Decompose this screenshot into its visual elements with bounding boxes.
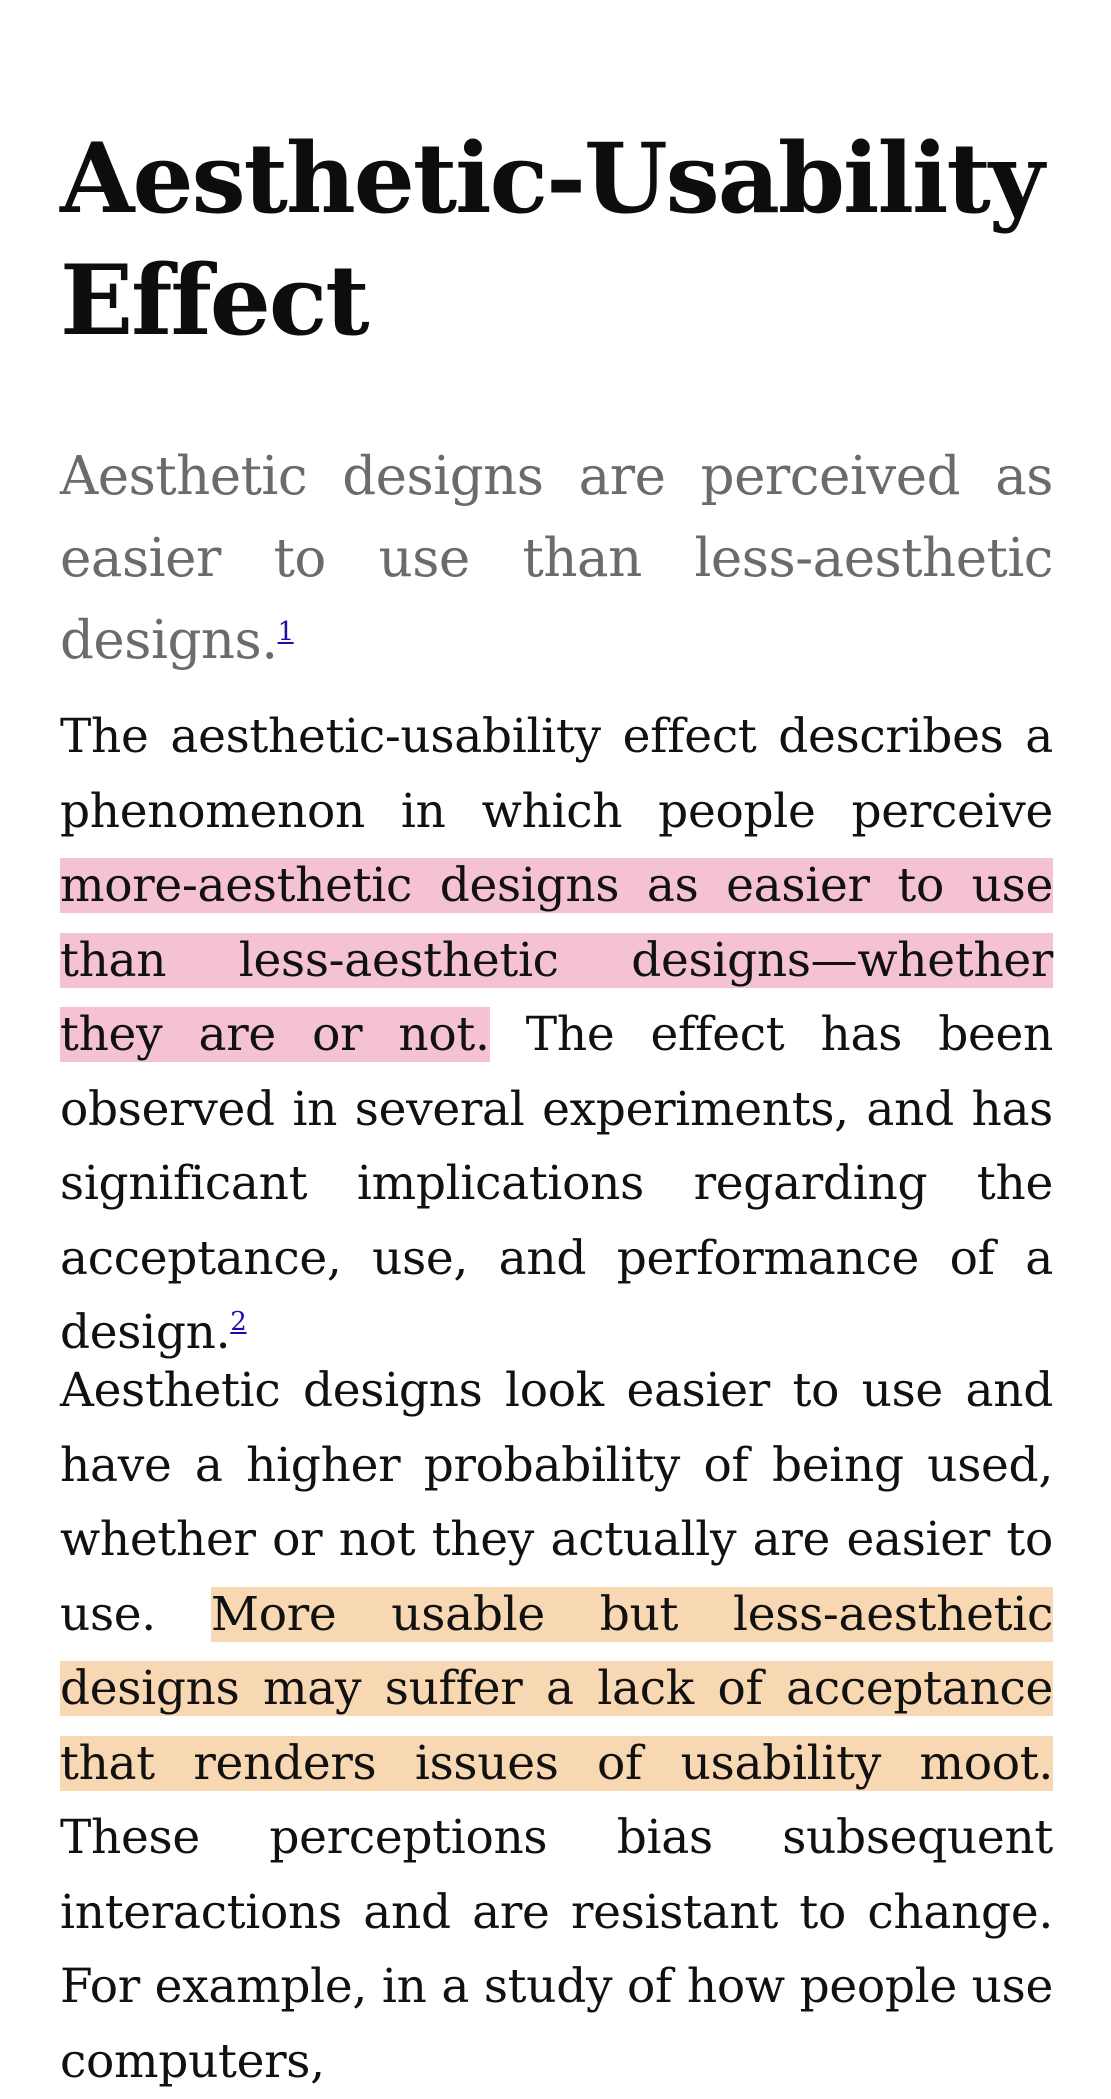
footnote-ref-1 xyxy=(278,617,294,647)
paragraph-1 xyxy=(60,700,1053,1371)
paragraph-1-highlight[interactable]: more-aesthetic designs as easier to use than less-aesthetic designs—whether they are or not. xyxy=(60,858,1053,1062)
paragraph-2-highlight[interactable]: More usable but less-aesthetic designs may suffer a lack of acceptance that renders issues of usability moot. xyxy=(60,1586,1053,1791)
paragraph-2-intro: Aesthetic designs look easier to use and have a higher probability of being used, whether or not they actually are easier to use. xyxy=(60,1363,1053,1642)
paragraph-1-rest: The effect has been observed in several experiments, and has significant implications regarding the acceptance, use, and performance of a design. xyxy=(60,1007,1053,1360)
article-title: Aesthetic-Usability Effect xyxy=(60,122,1043,357)
subtitle-text: Aesthetic designs are perceived as easier to use than less-aesthetic designs. xyxy=(60,446,1053,671)
footnote-ref-2 xyxy=(230,1307,246,1337)
paragraph-2-rest: These perceptions bias subsequent interactions and are resistant to change. For example, in a study of how people use computers, xyxy=(60,1810,1053,2089)
footnote-link-1[interactable]: 1 xyxy=(277,617,294,647)
footnote-link-2[interactable]: 2 xyxy=(230,1307,247,1337)
paragraph-2 xyxy=(60,1354,1053,2099)
article-subtitle xyxy=(60,436,1053,682)
paragraph-1-intro: The aesthetic-usability effect describes a phenomenon in which people perceive xyxy=(60,709,1053,839)
